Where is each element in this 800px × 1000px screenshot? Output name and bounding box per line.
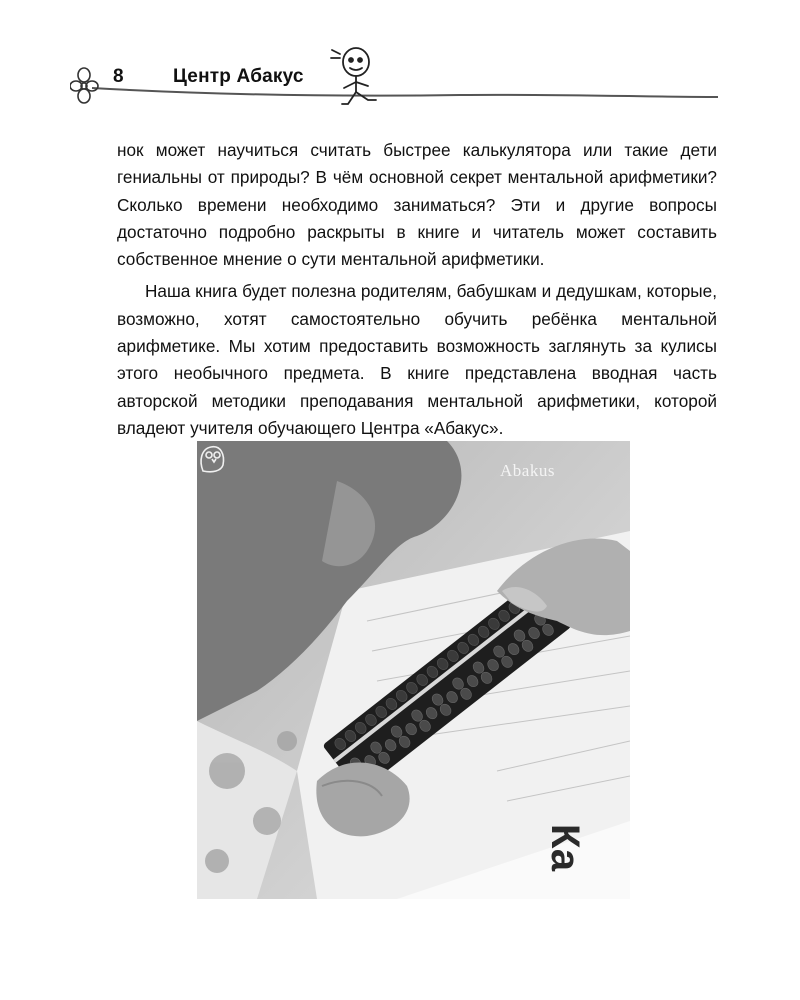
stick-figure-mascot-icon <box>328 44 384 112</box>
paragraph: нок может научиться считать быстрее калькулятора или такие дети гениальны от природы? В чём основной секрет ментальной арифметики? Сколько времени необходимо заниматься? Эти и другие вопросы достаточно подробно раскрыты в книге и читатель может составить собственное мнение о сути ментальной арифметики. <box>117 140 717 270</box>
header-rule <box>0 0 800 120</box>
page-number: 8 <box>113 66 124 87</box>
photo-corner-text: Ка <box>543 824 587 872</box>
paragraph: Наша книга будет полезна родителям, бабушкам и дедушкам, которые, возможно, хотят самостоятельно обучить ребёнка ментальной арифметике. Мы хотим предоставить возможность заглянуть за кулисы этого необычного предмета. В книге представлена вводная часть авторской методики преподавания ментальной арифметики, которой владеют учителя обучающего Центра «Абакус». <box>117 281 717 438</box>
body-text <box>117 137 717 442</box>
page-header <box>0 0 800 120</box>
abacus-photo <box>197 441 630 899</box>
running-title: Центр Абакус <box>173 66 304 87</box>
photo-logo-text: Abakus <box>500 461 555 480</box>
flower-ornament-icon <box>70 66 110 106</box>
owl-logo-icon <box>197 441 227 475</box>
